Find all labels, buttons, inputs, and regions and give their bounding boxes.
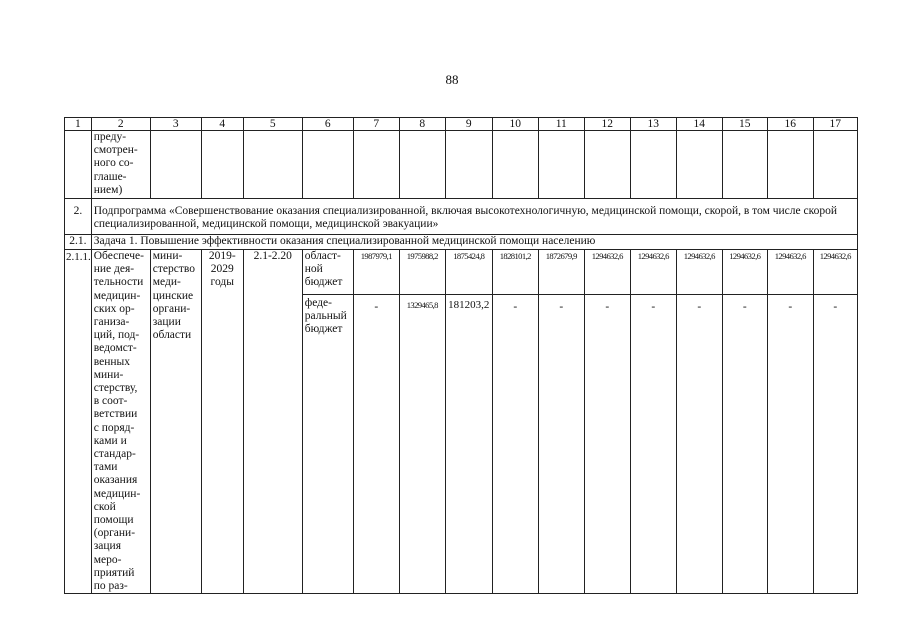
regional-value: 1828101,2 [493, 250, 538, 295]
subprogram-row [65, 199, 858, 235]
federal-value: - [559, 301, 564, 313]
table-cell [584, 131, 630, 199]
value-cell [445, 250, 492, 594]
task-number: 2.1. [65, 235, 92, 250]
value-cell [630, 250, 676, 594]
federal-value: - [742, 301, 747, 313]
header-cell: 8 [399, 118, 445, 131]
continuation-row [65, 131, 858, 199]
table-cell [676, 131, 722, 199]
table-cell [630, 131, 676, 199]
regional-value: 1294632,6 [585, 250, 630, 295]
regional-value: 1872679,9 [539, 250, 584, 295]
task-row [65, 235, 858, 250]
header-cell: 3 [150, 118, 201, 131]
regional-value: 1294632,6 [814, 250, 857, 295]
task-title: Задача 1. Повышение эффективности оказания специализированной медицинской помощи населению [91, 235, 857, 250]
header-cell: 7 [353, 118, 399, 131]
value-cell [353, 250, 399, 594]
federal-value: - [697, 301, 702, 313]
value-cell [676, 250, 722, 594]
table-cell [353, 131, 399, 199]
value-cell [538, 250, 584, 594]
value-cell [584, 250, 630, 594]
column-number-header [65, 118, 858, 131]
measure-row [65, 250, 858, 594]
value-cell [767, 250, 813, 594]
value-cell [813, 250, 857, 594]
value-cell [722, 250, 767, 594]
header-cell: 9 [445, 118, 492, 131]
measure-indicators: 2.1-2.20 [243, 250, 302, 594]
table-cell [492, 131, 538, 199]
source-regional-budget: област- ной бюджет [303, 250, 353, 295]
regional-value: 1875424,8 [446, 250, 492, 295]
value-cell [399, 250, 445, 594]
regional-value: 1294632,6 [677, 250, 722, 295]
header-cell: 1 [65, 118, 92, 131]
subprogram-title: Подпрограмма «Совершенствование оказания специализированной, включая высокотехнологичную, медицинской помощи, скорой, в том числе скорой специализированной, медицинской помощи, медицинской эвакуации» [91, 199, 857, 235]
header-cell: 4 [201, 118, 243, 131]
federal-value: 181203,2 [448, 299, 490, 311]
measure-period: 2019- 2029 годы [201, 250, 243, 594]
header-cell: 11 [538, 118, 584, 131]
program-table [64, 117, 858, 594]
subprogram-number: 2. [65, 199, 92, 235]
header-cell: 6 [302, 118, 353, 131]
measure-number: 2.1.1. [65, 250, 92, 594]
header-cell: 5 [243, 118, 302, 131]
regional-value: 1294632,6 [631, 250, 676, 295]
measure-executor: мини- стерство меди- цинские органи- зации области [150, 250, 201, 594]
federal-value: 1329465,8 [406, 300, 438, 310]
table-cell [538, 131, 584, 199]
header-cell: 14 [676, 118, 722, 131]
federal-value: - [605, 301, 610, 313]
table-cell [201, 131, 243, 199]
continuation-text: преду- смотрен- ного со- глаше- нием) [91, 131, 150, 199]
value-cell [492, 250, 538, 594]
table-cell [302, 131, 353, 199]
federal-value: - [833, 301, 838, 313]
regional-value: 1975988,2 [400, 250, 445, 295]
federal-value: - [651, 301, 656, 313]
header-cell: 13 [630, 118, 676, 131]
header-cell: 17 [813, 118, 857, 131]
federal-value: - [513, 301, 518, 313]
regional-value: 1987979,1 [354, 250, 399, 295]
regional-value: 1294632,6 [723, 250, 767, 295]
federal-value: - [374, 301, 379, 313]
header-cell: 15 [722, 118, 767, 131]
table-cell [813, 131, 857, 199]
header-cell: 2 [91, 118, 150, 131]
table-cell [767, 131, 813, 199]
header-cell: 12 [584, 118, 630, 131]
table-cell [445, 131, 492, 199]
measure-name: Обеспече- ние дея- тельности медицин- ских ор- ганиза- ций, под- ведомст- венных мини- стерству, в соот- ветствии с поряд- ками и стандар- тами оказания медицин- ской помощи (органи- зация меро- приятий по раз- [91, 250, 150, 594]
table-cell [722, 131, 767, 199]
table-cell [243, 131, 302, 199]
federal-value: - [788, 301, 793, 313]
table-cell [150, 131, 201, 199]
table-cell [399, 131, 445, 199]
header-cell: 16 [767, 118, 813, 131]
table-cell [65, 131, 92, 199]
page-number: 88 [445, 72, 459, 87]
source-federal-budget: феде- ральный бюджет [304, 297, 347, 336]
funding-sources [302, 250, 353, 594]
regional-value: 1294632,6 [768, 250, 813, 295]
header-cell: 10 [492, 118, 538, 131]
